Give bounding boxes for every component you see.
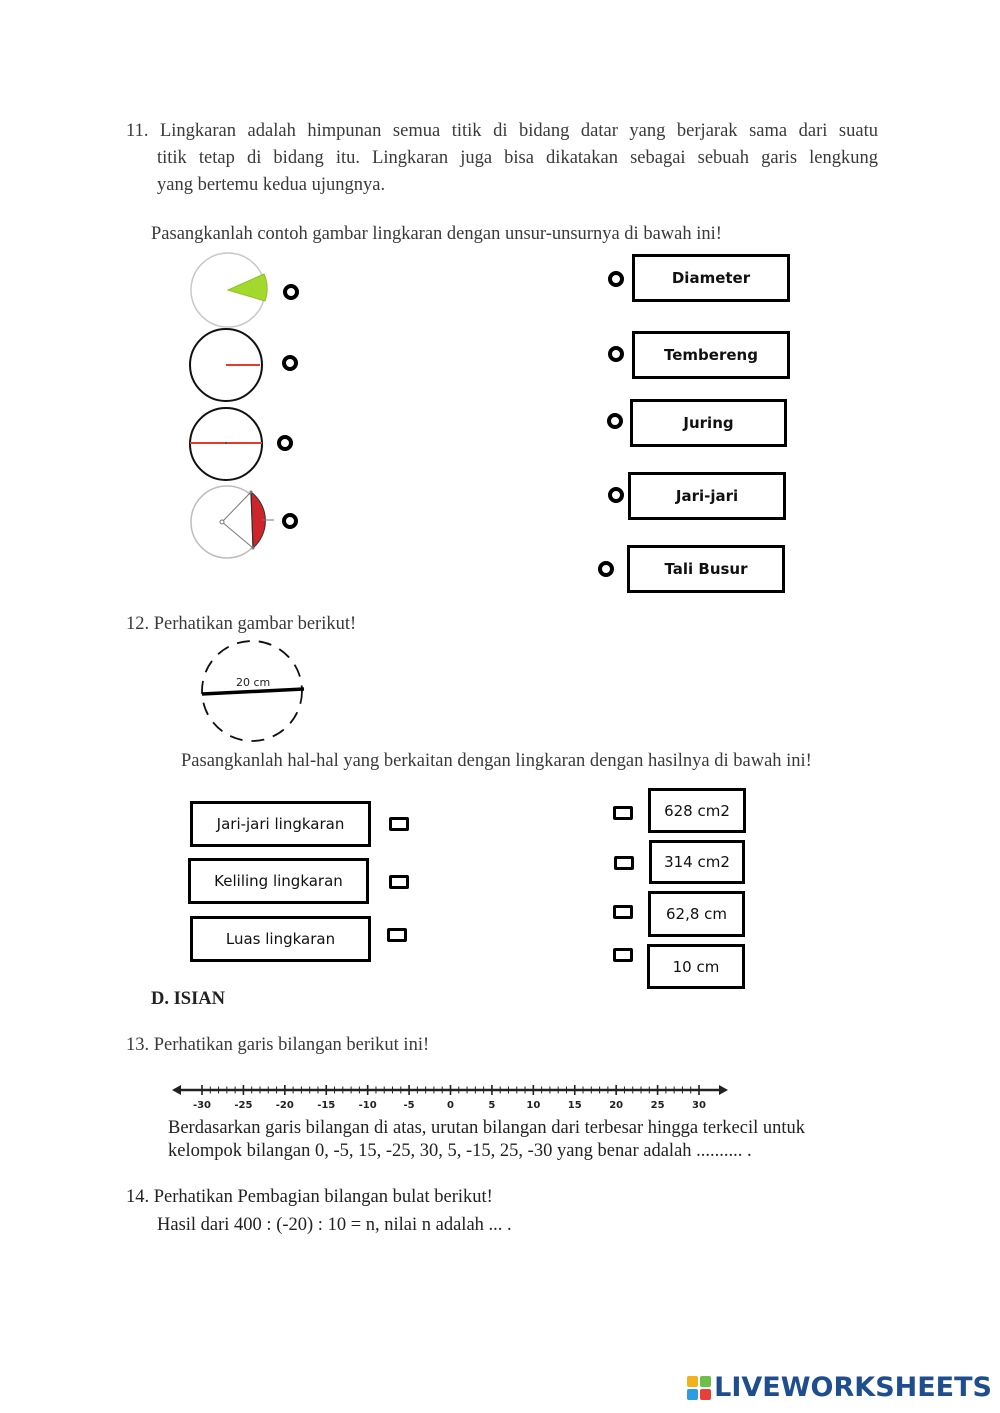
dashed-circle-figure bbox=[200, 639, 306, 743]
tick-label: -20 bbox=[275, 1100, 294, 1111]
section-d-title: D. ISIAN bbox=[151, 989, 226, 1009]
tick-label: 30 bbox=[692, 1100, 706, 1111]
result-62-8[interactable]: 62,8 cm bbox=[648, 891, 745, 937]
match-dot-figure-1[interactable] bbox=[283, 284, 299, 300]
tick-label: 5 bbox=[488, 1100, 496, 1111]
tick-label: 0 bbox=[447, 1100, 454, 1111]
match-square-left-2[interactable] bbox=[389, 875, 409, 889]
q11-text bbox=[126, 118, 878, 199]
q11-line-2: titik tetap di bidang itu. Lingkaran juga bisa dikatakan sebagai sebuah garis lengkung bbox=[157, 148, 878, 168]
match-dot-figure-4[interactable] bbox=[282, 513, 298, 529]
segment-circle-figure bbox=[190, 486, 270, 566]
tick-label: -30 bbox=[192, 1100, 212, 1111]
logo-mark-icon bbox=[687, 1376, 711, 1400]
radius-circle-figure bbox=[187, 328, 267, 408]
diameter-label: 20 cm bbox=[236, 676, 271, 689]
tick-label: 25 bbox=[650, 1100, 665, 1111]
logo-text: LIVEWORKSHEETS bbox=[714, 1372, 992, 1403]
liveworksheets-logo bbox=[687, 1372, 992, 1403]
match-square-right-2[interactable] bbox=[614, 856, 634, 870]
number-line bbox=[172, 1080, 728, 1114]
match-square-left-3[interactable] bbox=[387, 928, 407, 942]
match-dot-figure-3[interactable] bbox=[277, 435, 293, 451]
tick-label: -5 bbox=[403, 1100, 415, 1111]
item-luas-lingkaran[interactable]: Luas lingkaran bbox=[190, 916, 371, 962]
arrow-left-icon bbox=[172, 1085, 181, 1095]
tick-label: 10 bbox=[526, 1100, 541, 1111]
tick-label: -10 bbox=[358, 1100, 377, 1111]
match-dot-option-1[interactable] bbox=[608, 271, 624, 287]
option-tali-busur[interactable]: Tali Busur bbox=[627, 545, 785, 593]
result-628[interactable]: 628 cm2 bbox=[648, 788, 746, 833]
item-jari-jari-lingkaran[interactable]: Jari-jari lingkaran bbox=[190, 801, 371, 847]
match-square-right-3[interactable] bbox=[613, 905, 633, 919]
tick-label: -15 bbox=[317, 1100, 336, 1111]
q14-title: 14. Perhatikan Pembagian bilangan bulat berikut! bbox=[126, 1187, 493, 1207]
option-tembereng[interactable]: Tembereng bbox=[632, 331, 790, 379]
match-square-left-1[interactable] bbox=[389, 817, 409, 831]
q12-instruction: Pasangkanlah hal-hal yang berkaitan dengan lingkaran dengan hasilnya di bawah ini! bbox=[181, 751, 812, 771]
tick-label: 15 bbox=[567, 1100, 582, 1111]
q11-line-1: 11. Lingkaran adalah himpunan semua titik di bidang datar yang berjarak sama dari suatu bbox=[126, 121, 878, 141]
result-314[interactable]: 314 cm2 bbox=[649, 840, 745, 884]
tick-label: 20 bbox=[609, 1100, 624, 1111]
diameter-circle-figure bbox=[189, 408, 269, 488]
match-dot-option-2[interactable] bbox=[608, 346, 624, 362]
item-keliling-lingkaran[interactable]: Keliling lingkaran bbox=[188, 858, 369, 904]
option-jari-jari[interactable]: Jari-jari bbox=[628, 472, 786, 520]
q11-line-3: yang bertemu kedua ujungnya. bbox=[157, 175, 386, 195]
arrow-right-icon bbox=[719, 1085, 728, 1095]
q11-instruction: Pasangkanlah contoh gambar lingkaran dengan unsur-unsurnya di bawah ini! bbox=[151, 224, 722, 244]
q14-line: Hasil dari 400 : (-20) : 10 = n, nilai n adalah ... . bbox=[157, 1215, 512, 1235]
sector-circle-figure bbox=[190, 252, 270, 332]
q13-title: 13. Perhatikan garis bilangan berikut ini! bbox=[126, 1035, 430, 1055]
q13-line-1: Berdasarkan garis bilangan di atas, urutan bilangan dari terbesar hingga terkecil untuk bbox=[168, 1118, 805, 1138]
match-dot-option-5[interactable] bbox=[598, 561, 614, 577]
match-dot-figure-2[interactable] bbox=[282, 355, 298, 371]
option-diameter[interactable]: Diameter bbox=[632, 254, 790, 302]
tick-label: -25 bbox=[234, 1100, 253, 1111]
q12-title: 12. Perhatikan gambar berikut! bbox=[126, 614, 357, 634]
match-dot-option-4[interactable] bbox=[608, 487, 624, 503]
match-square-right-4[interactable] bbox=[613, 948, 633, 962]
option-juring[interactable]: Juring bbox=[630, 399, 787, 447]
match-square-right-1[interactable] bbox=[613, 806, 633, 820]
q13-line-2: kelompok bilangan 0, -5, 15, -25, 30, 5, -15, 25, -30 yang benar adalah .......... . bbox=[168, 1141, 752, 1161]
match-dot-option-3[interactable] bbox=[607, 413, 623, 429]
result-10[interactable]: 10 cm bbox=[647, 944, 745, 989]
